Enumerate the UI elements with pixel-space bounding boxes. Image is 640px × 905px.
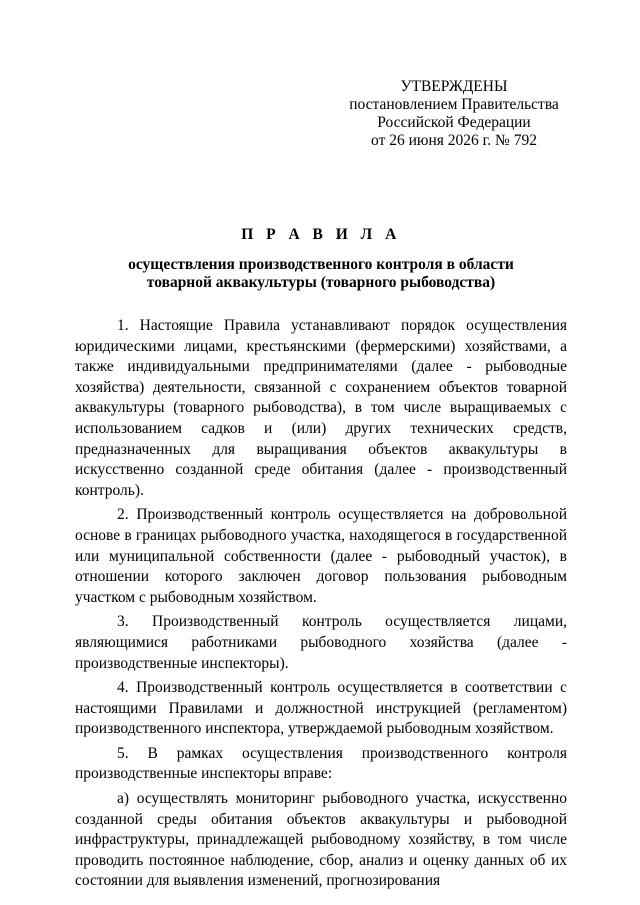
approval-stamp bbox=[320, 78, 588, 150]
paragraph-5: 5. В рамках осуществления производственного контроля производственные инспекторы вправе: bbox=[75, 744, 567, 783]
approval-line-1: постановлением Правительства bbox=[349, 96, 559, 113]
document-subtitle-line-2: товарной аквакультуры (товарного рыбоводства) bbox=[146, 274, 496, 291]
paragraph-5a: а) осуществлять мониторинг рыбоводного участка, искусственно созданной среды обитания объектов аквакультуры и рыбоводной инфраструктуры, принадлежащей рыбоводному хозяйству, в том числе проводить постоянное наблюдение, сбор, анализ и оценку данных об их состоянии для выявления изменений, прогнозирования bbox=[75, 790, 567, 890]
approval-heading: УТВЕРЖДЕНЫ bbox=[400, 78, 508, 95]
paragraph-2: 2. Производственный контроль осуществляется на добровольной основе в границах рыбоводного участка, находящегося в государственной или муниципальной собственности (далее - рыбоводный участок), в отношении которого заключен договор пользования рыбоводным участком с рыбоводным хозяйством. bbox=[75, 506, 567, 606]
approval-line-3: от 26 июня 2026 г. № 792 bbox=[371, 132, 537, 149]
paragraph-1: 1. Настоящие Правила устанавливают порядок осуществления юридическими лицами, крестьянскими (фермерскими) хозяйствами, а также индивидуальными предпринимателями (далее - рыбоводные хозяйства) деятельности, связанной с сохранением объектов товарной аквакультуры (товарного рыбоводства), в том числе выращиваемых с использованием садков и (или) других технических средств, предназначенных для выращивания объектов аквакультуры в искусственно созданной среде обитания (далее - производственный контроль). bbox=[75, 317, 567, 499]
document-title-block bbox=[75, 226, 567, 292]
paragraph-4: 4. Производственный контроль осуществляется в соответствии с настоящими Правилами и должностной инструкцией (регламентом) производственного инспектора, утверждаемой рыбоводным хозяйством. bbox=[75, 679, 567, 738]
document-title: П Р А В И Л А bbox=[241, 226, 401, 243]
document-subtitle-line-1: осуществления производственного контроля в области bbox=[128, 256, 514, 273]
document-body bbox=[75, 316, 567, 892]
approval-line-2: Российской Федерации bbox=[377, 114, 531, 131]
paragraph-3: 3. Производственный контроль осуществляется лицами, являющимися работниками рыбоводного хозяйства (далее - производственные инспекторы). bbox=[75, 613, 567, 672]
